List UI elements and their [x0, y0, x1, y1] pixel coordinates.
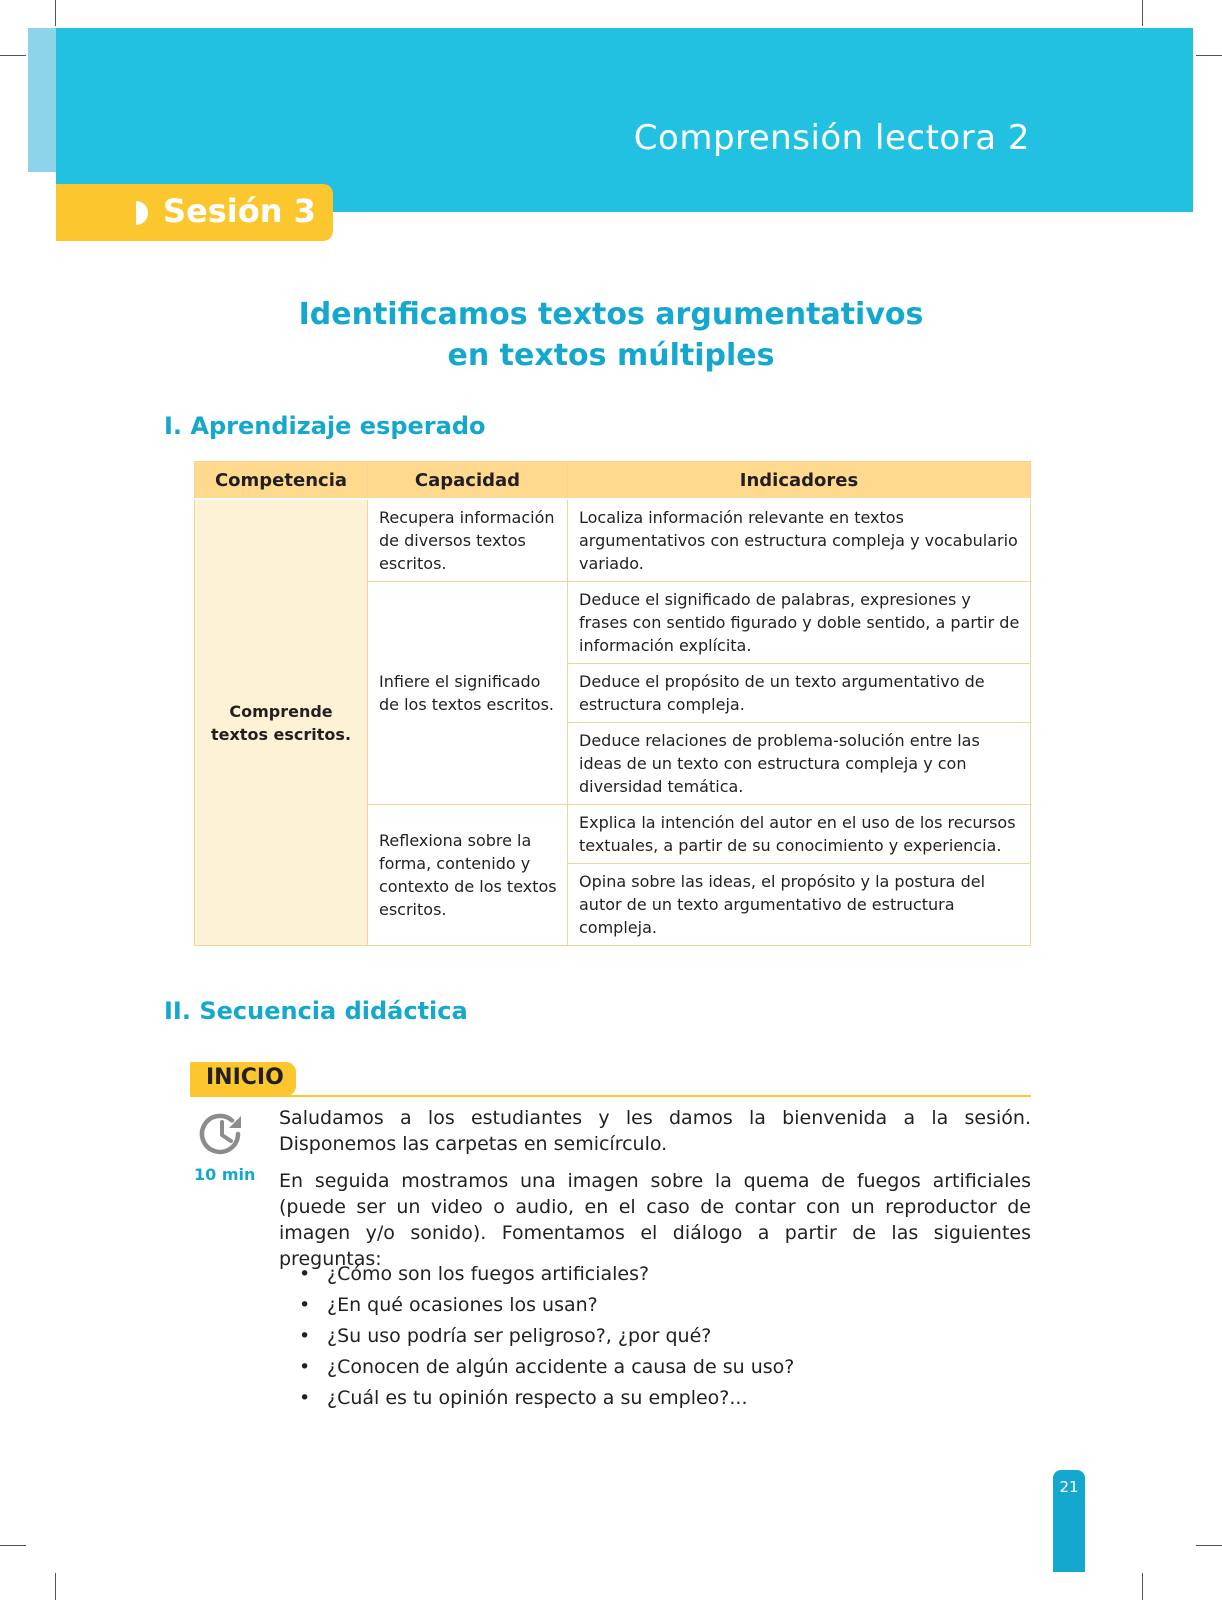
- capacidad-cell: Infiere el significado de los textos escritos.: [368, 582, 568, 805]
- page-number: 21: [1059, 1478, 1079, 1496]
- learning-table: [194, 461, 1031, 946]
- indicador-cell: Explica la intención del autor en el uso de los recursos textuales, a partir de su conocimiento y experiencia.: [568, 805, 1031, 864]
- capacidad-cell: Recupera información de diversos textos escritos.: [368, 499, 568, 582]
- table-header-cell: Capacidad: [368, 462, 568, 500]
- list-item: • ¿En qué ocasiones los usan?: [279, 1290, 794, 1321]
- crop-mark: [0, 55, 26, 56]
- half-circle-icon: [136, 201, 148, 225]
- table-header-cell: Competencia: [195, 462, 368, 500]
- crop-mark: [1142, 1573, 1143, 1600]
- time-label: 10 min: [194, 1165, 256, 1184]
- crop-mark: [1142, 0, 1143, 26]
- inicio-divider: [190, 1095, 1031, 1097]
- section-heading-aprendizaje: I. Aprendizaje esperado: [164, 412, 486, 440]
- question-list: [279, 1259, 794, 1414]
- page-title-line-1: Identificamos textos argumentativos: [298, 297, 924, 332]
- crop-mark: [55, 1573, 56, 1600]
- indicador-cell: Deduce el propósito de un texto argumentativo de estructura compleja.: [568, 664, 1031, 723]
- page-title-line-2: en textos múltiples: [447, 338, 775, 373]
- competencia-cell: [195, 499, 368, 946]
- indicador-cell: Deduce el significado de palabras, expresiones y frases con sentido figurado y doble sentido, a partir de información explícita.: [568, 582, 1031, 664]
- book-title: Comprensión lectora 2: [633, 118, 1030, 158]
- session-tab: [56, 184, 333, 241]
- list-item: • ¿Cómo son los fuegos artificiales?: [279, 1259, 794, 1290]
- crop-mark: [1196, 55, 1222, 56]
- crop-mark: [1196, 1545, 1222, 1546]
- list-item: • ¿Cuál es tu opinión respecto a su empleo?...: [279, 1383, 794, 1414]
- list-item: • ¿Su uso podría ser peligroso?, ¿por qué?: [279, 1321, 794, 1352]
- inicio-tab: [190, 1062, 296, 1096]
- table-header-cell: Indicadores: [568, 462, 1031, 500]
- indicador-cell: Deduce relaciones de problema-solución entre las ideas de un texto con estructura compleja y con diversidad temática.: [568, 723, 1031, 805]
- capacidad-cell: Reflexiona sobre la forma, contenido y contexto de los textos escritos.: [368, 805, 568, 946]
- inicio-paragraph: Saludamos a los estudiantes y les damos la bienvenida a la sesión. Disponemos las carpetas en semicírculo.: [279, 1107, 1031, 1155]
- page-number-tab: [1053, 1470, 1085, 1572]
- crop-mark: [55, 0, 56, 26]
- list-item: • ¿Conocen de algún accidente a causa de su uso?: [279, 1352, 794, 1383]
- header-accent-strip: [28, 28, 56, 172]
- page-title: [0, 294, 1222, 376]
- inicio-label: INICIO: [206, 1065, 284, 1090]
- table-row: [195, 499, 1031, 582]
- indicador-cell: Opina sobre las ideas, el propósito y la postura del autor de un texto argumentativo de estructura compleja.: [568, 864, 1031, 946]
- inicio-paragraph: En seguida mostramos una imagen sobre la quema de fuegos artificiales (puede ser un video o audio, en el caso de contar con un reproductor de imagen y/o sonido). Fomentamos el diálogo a partir de las siguientes preguntas:: [279, 1170, 1031, 1270]
- session-label: Sesión 3: [163, 192, 316, 230]
- clock-icon: [198, 1110, 246, 1158]
- competencia-line: textos escritos.: [210, 724, 352, 744]
- table-header-row: [195, 462, 1031, 500]
- competencia-line: Comprende: [229, 701, 333, 721]
- section-heading-secuencia: II. Secuencia didáctica: [164, 997, 468, 1025]
- indicador-cell: Localiza información relevante en textos argumentativos con estructura compleja y vocabulario variado.: [568, 499, 1031, 582]
- crop-mark: [0, 1545, 26, 1546]
